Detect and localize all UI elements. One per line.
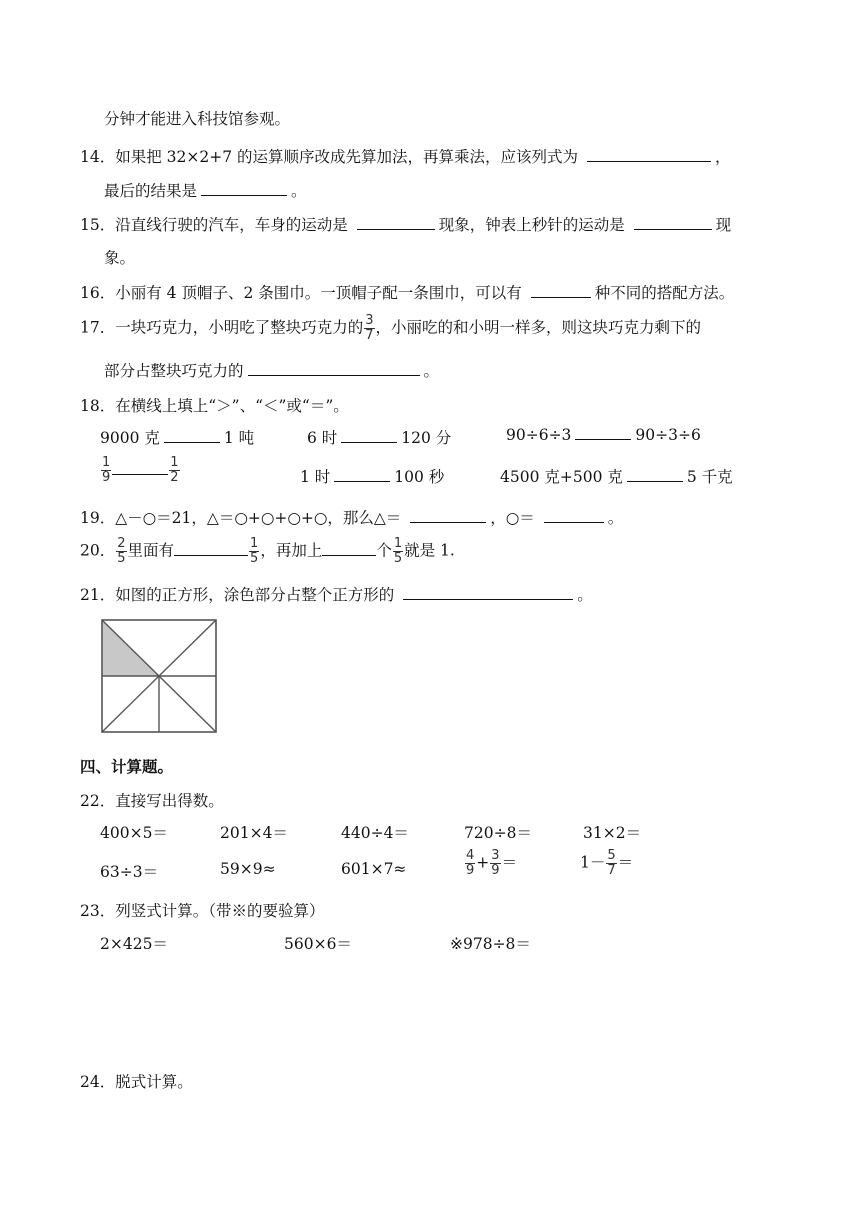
calc-item: 720÷8＝ bbox=[464, 824, 532, 842]
question-16: 16．小丽有 4 顶帽子、2 条围巾。一顶帽子配一条围巾，可以有 种不同的搭配方法。 bbox=[80, 284, 735, 302]
question-21: 21．如图的正方形，涂色部分占整个正方形的 。 bbox=[80, 586, 593, 604]
question-19: 19．△－○＝21，△＝○+○+○+○，那么△＝ ，○＝ 。 bbox=[80, 509, 624, 527]
question-20: 20． $\frac{2}{5}$ 里面有 $\frac{1}{5}$ ，再加上 个 $\frac{1}{5}$ 就是 1. bbox=[80, 536, 455, 566]
answer-blank[interactable] bbox=[544, 521, 604, 523]
compare-1: 9000 克 1 吨 bbox=[100, 429, 255, 447]
question-14: 14．如果把 32×2+7 的运算顺序改成先算加法，再算乘法，应该列式为 ， bbox=[80, 148, 731, 166]
fraction: $\frac{4}{9}$ bbox=[466, 848, 475, 878]
q13-tail: 分钟才能进入科技馆参观。 bbox=[104, 110, 291, 128]
question-24: 24．脱式计算。 bbox=[80, 1073, 193, 1091]
calc-item: 440÷4＝ bbox=[341, 824, 409, 842]
compare-4 bbox=[100, 456, 181, 485]
answer-blank[interactable] bbox=[575, 438, 631, 440]
fraction: $\frac{1}{5}$ bbox=[393, 536, 403, 566]
question-22: 22．直接写出得数。 bbox=[80, 792, 224, 810]
calc-item: $\frac{4}{9}$ + $\frac{3}{9}$ ＝ bbox=[466, 848, 518, 878]
calc-item: 1－ $\frac{5}{7}$ ＝ bbox=[580, 848, 634, 878]
calc-item: 31×2＝ bbox=[583, 824, 642, 842]
vertical-calc-item: 560×6＝ bbox=[284, 935, 352, 953]
question-18: 18．在横线上填上“＞”、“＜”或“＝”。 bbox=[80, 397, 349, 415]
fraction: $\frac{3}{7}$ bbox=[365, 313, 374, 343]
answer-blank[interactable] bbox=[201, 194, 287, 196]
calc-item: 601×7≈ bbox=[341, 860, 407, 878]
answer-blank[interactable] bbox=[403, 598, 573, 600]
calc-item: 201×4＝ bbox=[220, 824, 288, 842]
answer-blank[interactable] bbox=[634, 228, 712, 230]
question-23: 23．列竖式计算。（带※的要验算） bbox=[80, 902, 325, 920]
section-heading: 四、计算题。 bbox=[80, 757, 174, 776]
question-15: 15．沿直线行驶的汽车，车身的运动是 现象，钟表上秒针的运动是 现 bbox=[80, 216, 732, 234]
compare-2: 6 时 120 分 bbox=[307, 429, 452, 447]
answer-blank[interactable] bbox=[341, 441, 397, 443]
answer-blank[interactable] bbox=[164, 441, 220, 443]
fraction: $\frac{1}{5}$ bbox=[250, 536, 259, 566]
answer-blank[interactable] bbox=[531, 296, 591, 298]
fraction: $\frac{5}{7}$ bbox=[607, 848, 616, 878]
answer-blank[interactable] bbox=[357, 228, 435, 230]
fraction: $\frac{3}{9}$ bbox=[491, 848, 500, 878]
vertical-calc-item: ※978÷8＝ bbox=[450, 935, 531, 953]
vertical-calc-item: 2×425＝ bbox=[100, 935, 168, 953]
calc-item: 59×9≈ bbox=[220, 860, 276, 878]
answer-blank[interactable] bbox=[248, 374, 420, 376]
fraction: $\frac{2}{5}$ bbox=[117, 536, 126, 566]
fraction: $\frac{1}{9}$ bbox=[102, 455, 111, 485]
fraction: $\frac{1}{2}$ bbox=[170, 455, 179, 485]
question-14-cont: 最后的结果是 。 bbox=[104, 182, 307, 200]
answer-blank[interactable] bbox=[112, 473, 168, 475]
compare-6: 4500 克+500 克 5 千克 bbox=[500, 468, 733, 486]
question-15-cont: 象。 bbox=[104, 249, 136, 267]
calc-item: 63÷3＝ bbox=[100, 863, 159, 881]
answer-blank[interactable] bbox=[334, 480, 390, 482]
answer-blank[interactable] bbox=[174, 554, 248, 556]
calc-item: 400×5＝ bbox=[100, 824, 168, 842]
question-17-cont: 部分占整块巧克力的 。 bbox=[104, 362, 440, 380]
answer-blank[interactable] bbox=[627, 480, 683, 482]
question-17: 17．一块巧克力，小明吃了整块巧克力的 $\frac{3}{7}$ ，小丽吃的和小明一样多，则这块巧克力剩下的 bbox=[80, 313, 702, 343]
compare-5: 1 时 100 秒 bbox=[300, 468, 445, 486]
compare-3: 90÷6÷3 90÷3÷6 bbox=[506, 426, 701, 444]
answer-blank[interactable] bbox=[410, 521, 486, 523]
answer-blank[interactable] bbox=[587, 160, 711, 162]
answer-blank[interactable] bbox=[322, 554, 376, 556]
square-figure bbox=[101, 619, 217, 733]
